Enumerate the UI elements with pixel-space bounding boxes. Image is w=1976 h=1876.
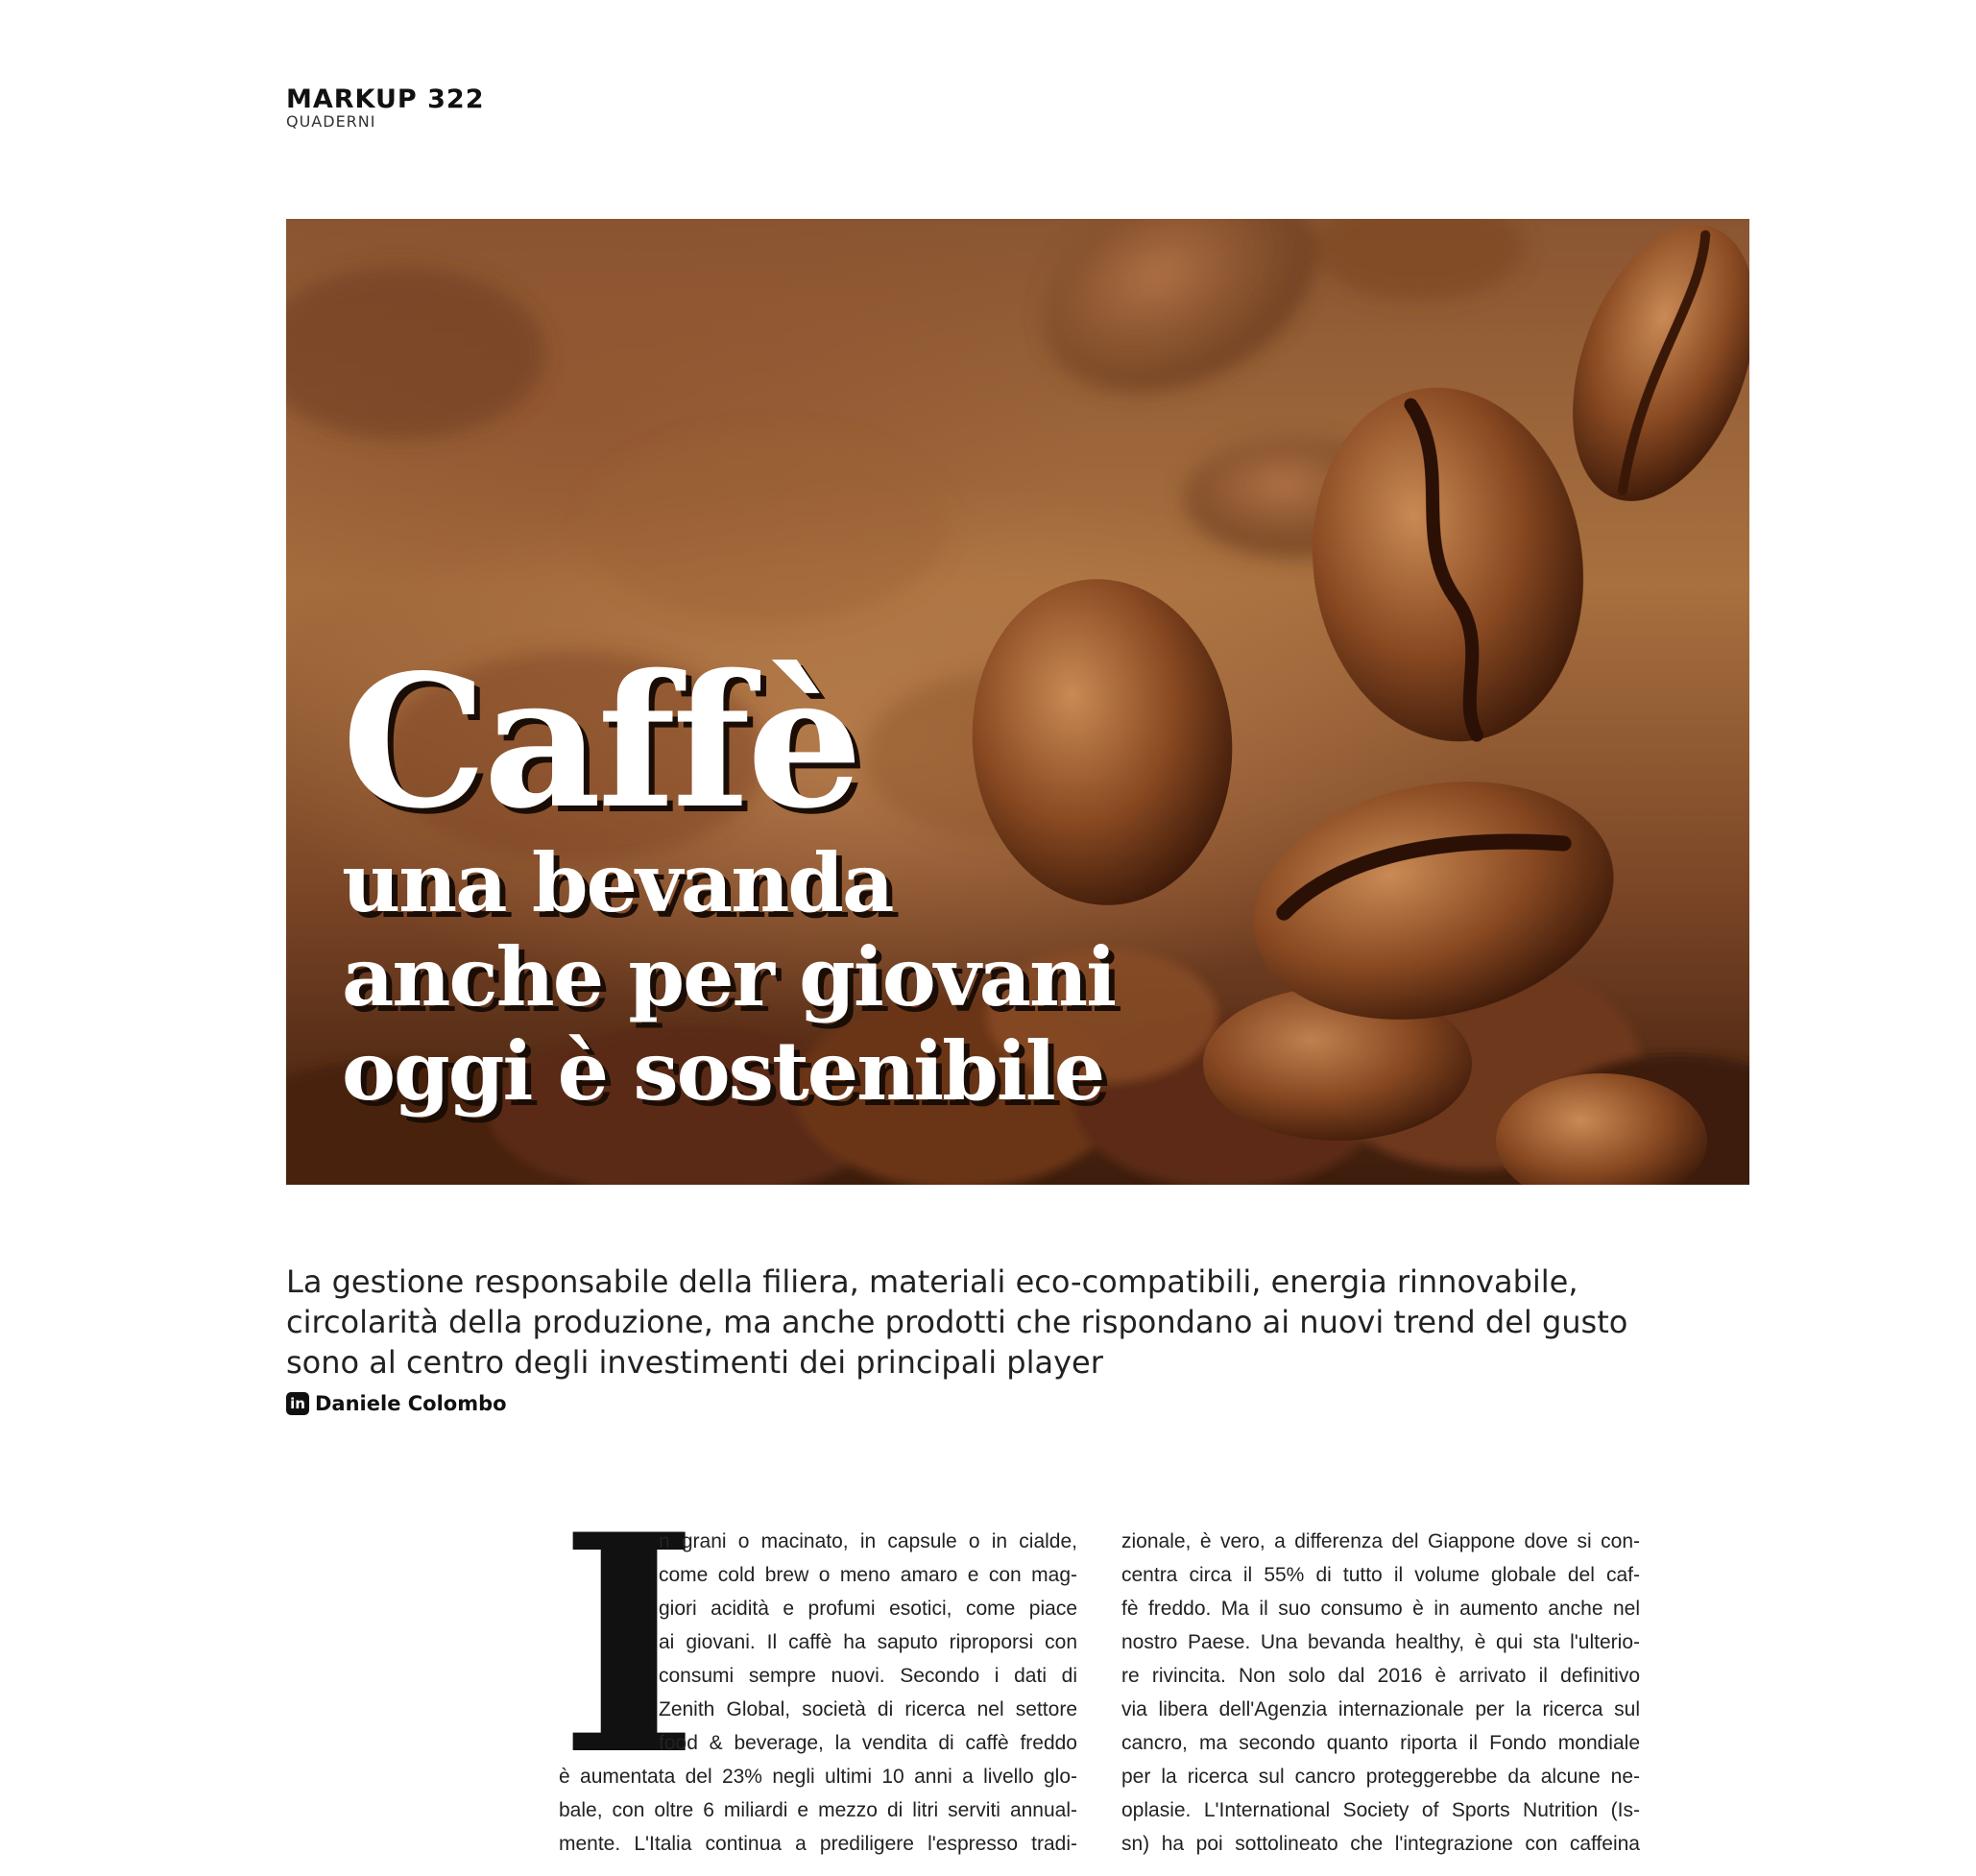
headline — [342, 635, 1115, 1118]
headline-sub-line: anche per giovani — [342, 929, 1115, 1024]
article-line: è aumentata del 23% negli ultimi 10 anni a livello glo- — [559, 1766, 1077, 1788]
author-name: Daniele Colombo — [315, 1392, 507, 1415]
article-line: via libera dell'Agenzia internazionale per la ricerca sul — [1121, 1698, 1640, 1720]
hero-image — [286, 219, 1749, 1185]
article-line: sn) ha poi sottolineato che l'integrazione con caffeina — [1121, 1833, 1640, 1855]
article-line: Zenith Global, società di ricerca nel settore — [659, 1698, 1077, 1720]
magazine-issue: MARKUP 322 — [286, 84, 485, 114]
article-line: mente. L'Italia continua a prediligere l'espresso tradi- — [559, 1833, 1077, 1855]
article-line: zionale, è vero, a differenza del Giappone dove si con- — [1121, 1530, 1640, 1552]
byline — [286, 1392, 507, 1415]
headline-sub-line: una bevanda — [342, 835, 893, 930]
article-line: food & beverage, la vendita di caffè freddo — [659, 1732, 1077, 1754]
linkedin-icon[interactable]: in — [286, 1392, 309, 1415]
article-line: cancro, ma secondo quanto riporta il Fondo mondiale — [1121, 1732, 1640, 1754]
article-line: ai giovani. Il caffè ha saputo riproporsi con — [659, 1631, 1077, 1653]
drop-cap: I — [559, 1469, 699, 1821]
headline-sub-line: oggi è sostenibile — [342, 1023, 1104, 1118]
article-column-1 — [559, 1469, 1077, 1861]
article-line: re rivincita. Non solo dal 2016 è arrivato il definitivo — [1121, 1665, 1640, 1687]
section-label: QUADERNI — [286, 112, 376, 131]
article-line: nostro Paese. Una bevanda healthy, è qui sta l'ulterio- — [1121, 1631, 1640, 1653]
article-line: oplasie. L'International Society of Sports Nutrition (Is- — [1121, 1799, 1640, 1821]
article-line: come cold brew o meno amaro e con mag- — [659, 1564, 1077, 1586]
article-line: per la ricerca sul cancro proteggerebbe da alcune ne- — [1121, 1766, 1640, 1788]
article-line: n grani o macinato, in capsule o in cialde, — [659, 1530, 1077, 1552]
standfirst: La gestione responsabile della filiera, materiali eco-compatibili, energia rinnovabile, circolarità della produzione, ma anche prodotti che rispondano ai nuovi trend del gusto sono al centro degli investimenti dei principali player — [286, 1263, 1628, 1381]
article-line: consumi sempre nuovi. Secondo i dati di — [659, 1665, 1077, 1687]
article-line: bale, con oltre 6 miliardi e mezzo di litri serviti annual- — [559, 1799, 1077, 1821]
article-line: centra circa il 55% di tutto il volume globale del caf- — [1121, 1564, 1640, 1586]
article-column-2 — [1121, 1525, 1640, 1861]
article-line: giori acidità e profumi esotici, come piace — [659, 1598, 1077, 1620]
headline-main: Caffè — [342, 635, 859, 849]
article-line: fè freddo. Ma il suo consumo è in aumento anche nel — [1121, 1598, 1640, 1620]
masthead — [286, 86, 484, 130]
